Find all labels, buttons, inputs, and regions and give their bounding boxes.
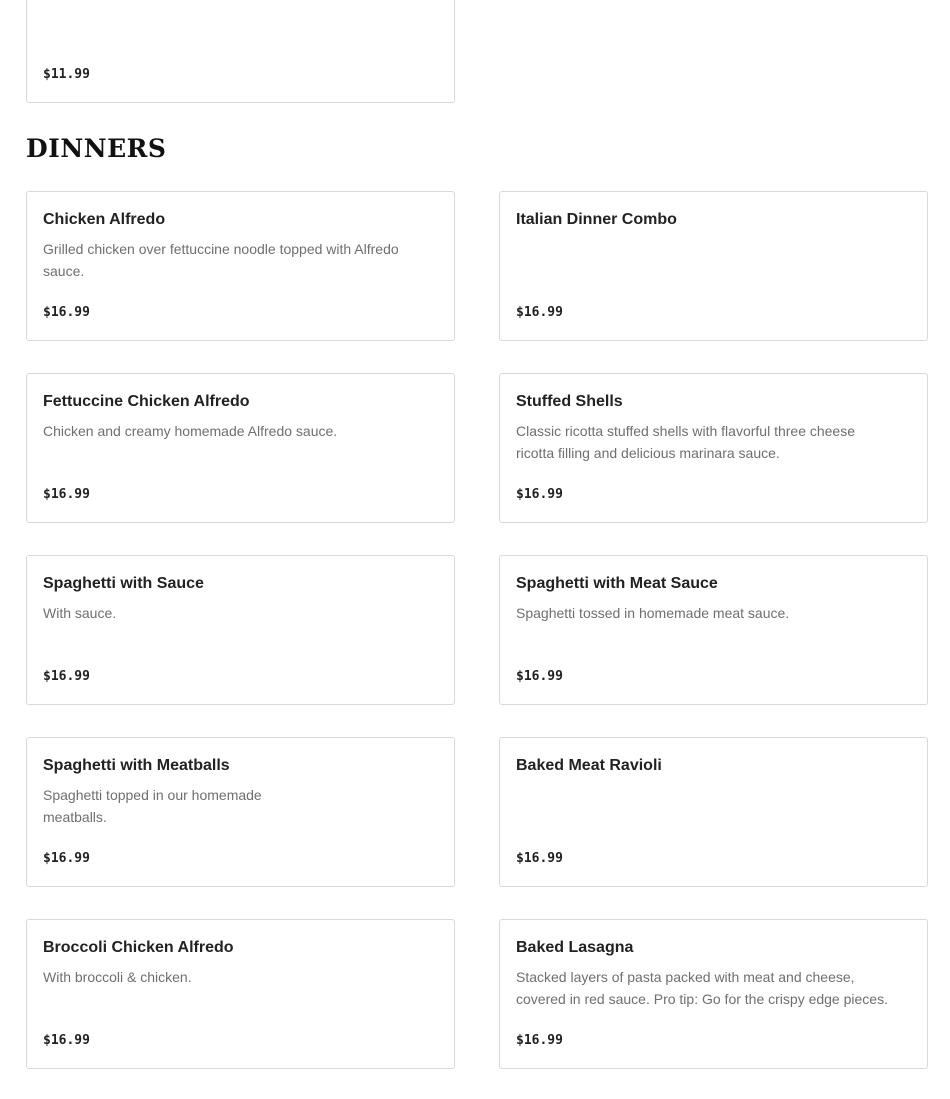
menu-item-description: With broccoli & chicken.: [43, 969, 192, 985]
menu-item-card-chicken-alfredo[interactable]: [26, 191, 455, 341]
menu-item-price: $16.99: [43, 487, 90, 502]
menu-item-card-fettuccine-chicken-alfredo[interactable]: [26, 373, 455, 523]
menu-item-name: Italian Dinner Combo: [516, 211, 677, 228]
menu-item-price: $16.99: [516, 851, 563, 866]
menu-item-description: Grilled chicken over fettuccine noodle topped with Alfredo sauce.: [43, 241, 399, 279]
menu-item-name: Chicken Alfredo: [43, 211, 166, 228]
menu-item-name: Fettuccine Chicken Alfredo: [43, 393, 250, 410]
menu-item-description: With sauce.: [43, 605, 117, 621]
menu-item-price: $11.99: [43, 67, 90, 82]
menu-item-price: $16.99: [516, 487, 563, 502]
menu-item-price: $16.99: [516, 305, 563, 320]
menu-item-description: Spaghetti topped in our homemade meatballs.: [43, 787, 262, 825]
menu-item-name: Spaghetti with Sauce: [43, 575, 204, 592]
menu-item-card-italian-dinner-combo[interactable]: [499, 191, 928, 341]
menu-item-name: Spaghetti with Meat Sauce: [516, 575, 718, 592]
menu-item-price: $16.99: [43, 669, 90, 684]
menu-item-name: Broccoli Chicken Alfredo: [43, 939, 234, 956]
menu-item-price: $16.99: [516, 669, 563, 684]
menu-item-price: $16.99: [43, 851, 90, 866]
menu-item-name: Baked Meat Ravioli: [516, 757, 662, 774]
menu-item-name: Spaghetti with Meatballs: [43, 757, 230, 774]
menu-item-card-spaghetti-with-meatballs[interactable]: [26, 737, 455, 887]
menu-item-card-spaghetti-with-meat-sauce[interactable]: [499, 555, 928, 705]
menu-item-description: Chicken and creamy homemade Alfredo sauce.: [43, 423, 338, 439]
menu-item-card-baked-lasagna[interactable]: [499, 919, 928, 1069]
menu-item-name: Baked Lasagna: [516, 939, 634, 956]
menu-item-card-previous[interactable]: [26, 0, 455, 103]
menu-item-card-broccoli-chicken-alfredo[interactable]: [26, 919, 455, 1069]
section-heading-dinners: DINNERS: [26, 134, 167, 163]
menu-item-name: Stuffed Shells: [516, 393, 623, 410]
menu-item-card-baked-meat-ravioli[interactable]: [499, 737, 928, 887]
menu-item-price: $16.99: [43, 305, 90, 320]
menu-item-price: $16.99: [43, 1033, 90, 1048]
menu-item-price: $16.99: [516, 1033, 563, 1048]
menu-item-description: Spaghetti tossed in homemade meat sauce.: [516, 605, 790, 621]
menu-item-description: Stacked layers of pasta packed with meat and cheese, covered in red sauce. Pro tip: Go for the crispy edge pieces.: [516, 969, 888, 1007]
menu-item-card-stuffed-shells[interactable]: [499, 373, 928, 523]
menu-item-description: Classic ricotta stuffed shells with flavorful three cheese ricotta filling and delicious marinara sauce.: [516, 423, 856, 461]
menu-item-card-spaghetti-with-sauce[interactable]: [26, 555, 455, 705]
